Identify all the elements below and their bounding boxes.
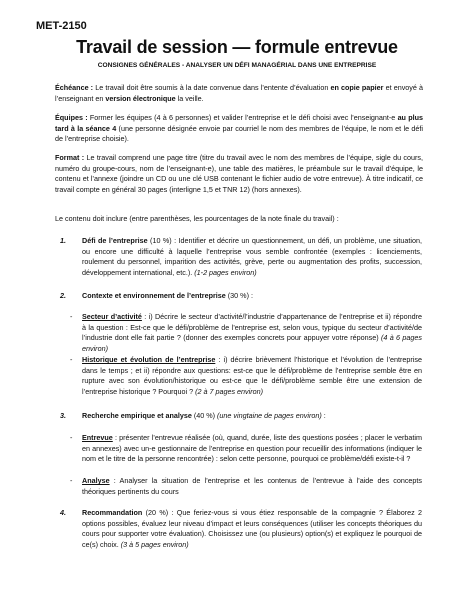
contexte-item-2 (82, 355, 422, 397)
section-3-note: (une vingtaine de pages environ) (217, 411, 322, 420)
section-1-number: 1. (60, 236, 66, 245)
equipes-text-1: Former les équipes (4 à 6 personnes) et valider l’entreprise et le défi choisi avec l’enseignant-e (87, 113, 398, 122)
bullet-icon: - (70, 433, 73, 442)
contexte-item-2-note: (2 à 7 pages environ) (195, 386, 264, 396)
section-3-label: Recherche empirique et analyse (82, 411, 192, 420)
section-3 (82, 411, 422, 422)
section-1-text: (10 %) : Identifier et décrire un questionnement, un défi, un problème, une situation, ou encore une difficulté à laquelle l’entreprise vous semble confrontée (exemples : licenciements, roulement du personnel, imparition des activités, grève, perte ou augmentation des profits, succession, développement international, etc.). (82, 236, 422, 277)
bullet-icon: - (70, 355, 73, 364)
section-2-label: Contexte et environnement de l’entreprise (82, 291, 226, 300)
bullet-icon: - (70, 476, 73, 485)
echeance-text-2: et envoyé à l’enseignant en (55, 83, 423, 103)
contexte-item-1 (82, 312, 422, 354)
recherche-item-2-label: Analyse (82, 476, 110, 485)
echeance-bold-1: en copie papier (330, 83, 384, 92)
format-paragraph (55, 153, 423, 195)
echeance-text-1: Le travail doit être soumis à la date convenue dans l’entente d’évaluation (93, 83, 331, 92)
recherche-item-2 (82, 476, 422, 497)
section-2 (82, 291, 422, 302)
contexte-item-2-text: : i) décrire brièvement l’historique et l’évolution de l’entreprise dans le temps ; et ii) répondre aux questions: est-ce que le défi/problème de l’entreprise semble être en rupture avec son évolution/historique ou est-ce que le défi/problème semble être une extension de l’entreprise historique ? Pourquoi ? (82, 355, 423, 396)
section-3-tail: : (321, 411, 326, 420)
contexte-item-1-text: : i) Décrire le secteur d’activité/l’industrie d’appartenance de l’entreprise et ii) répondre à la question : Est-ce que le défi/problème de l’entreprise est, selon vous, typique du secteur d’activité/de l’industrie dont elle fait partie ? (donner des exemples concrets pour appuyer votre réponse) (82, 312, 423, 342)
echeance-label: Échéance : (55, 83, 94, 92)
recherche-item-1-label: Entrevue (82, 433, 113, 442)
section-2-number: 2. (60, 291, 66, 300)
echeance-paragraph (55, 83, 423, 104)
echeance-text-3: la veille. (175, 93, 204, 103)
course-code: MET-2150 (36, 20, 87, 32)
equipes-label: Équipes : (55, 113, 88, 122)
format-label: Format : (55, 153, 85, 162)
echeance-bold-2: version électronique (105, 93, 176, 103)
recherche-item-1-text: : présenter l’entrevue réalisée (où, quand, durée, liste des questions posées ; placer le verbatim en annexes) avec un-e gestionnaire de l’entreprise en question pour recueillir des informations (indiquer le nom et le titre de la personne rencontrée) : selon cette personne, pourquoi ce problème/défi existe-t-il ? (82, 433, 422, 463)
recherche-item-2-text: : Analyser la situation de l’entreprise et les contenus de l’entrevue à l’aide des concepts théoriques pertinents du cours (82, 476, 422, 496)
equipes-bold-1: au plus tard à la séance 4 (55, 113, 423, 133)
section-1-label: Défi de l’entreprise (82, 236, 148, 245)
section-3-text: (40 %) (191, 411, 218, 420)
section-4 (82, 508, 422, 550)
section-4-label: Recommandation (82, 508, 143, 517)
bullet-icon: - (70, 312, 73, 321)
section-2-text: (30 %) : (225, 291, 253, 300)
page-title: Travail de session — formule entrevue (76, 37, 398, 57)
contexte-item-2-label: Historique et évolution de l’entreprise (82, 355, 216, 364)
equipes-paragraph (55, 113, 423, 145)
section-3-number: 3. (60, 411, 66, 420)
contenu-intro: Le contenu doit inclure (entre parenthèses, les pourcentages de la note finale du travail) : (55, 214, 339, 223)
contexte-item-1-note: (4 à 6 pages environ) (82, 333, 422, 353)
format-text: Le travail comprend une page titre (titre du travail avec le nom des membres de l’équipe, sigle du cours, numéro du groupe-cours, nom de l’enseignant-e), une table des matières, le préambule sur le travail d’équipe, le contenu et l’annexe (joindre un CD ou une clé USB contenant le fichier audio de votre entrevue). À titre indicatif, ce travail compte en général 30 pages (interligne 1,5 et TNR 12) (hors annexes). (55, 153, 424, 194)
page-subtitle: CONSIGNES GÉNÉRALES - ANALYSER UN DÉFI MANAGÉRIAL DANS UNE ENTREPRISE (97, 62, 377, 69)
section-4-text: (20 %) : Que feriez-vous si vous étiez responsable de la compagnie ? Élaborez 2 options possibles, évaluez leur niveau d’impact et leurs conséquences (utiliser les concepts théoriques du cours pour supporter votre évaluation). Choisissez une (ou plusieurs) option(s) et expliquez le pourquoi de ce(s) choix. (82, 508, 422, 549)
section-4-number: 4. (60, 508, 66, 517)
section-4-note: (3 à 5 pages environ) (120, 539, 189, 549)
contexte-item-1-label: Secteur d’activité (82, 312, 142, 321)
section-1 (82, 236, 422, 278)
equipes-text-2: (une personne désignée envoie par courriel le nom des membres de l’équipe, le nom et le défi de l’entreprise choisie). (55, 123, 423, 143)
recherche-item-1 (82, 433, 422, 465)
section-1-note: (1-2 pages environ) (194, 267, 257, 277)
